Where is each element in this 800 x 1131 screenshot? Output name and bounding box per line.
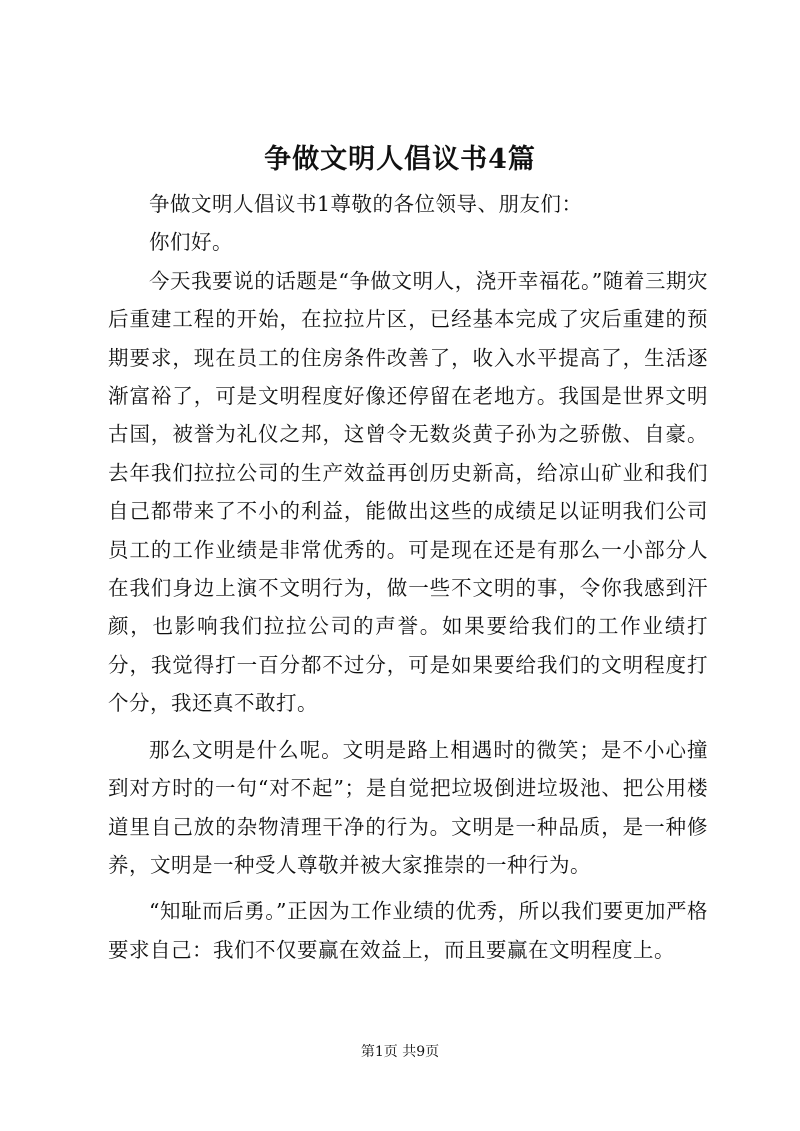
paragraph-greeting: 你们好。 [149,230,233,255]
document-body [108,185,708,969]
paragraph-what-is-civility: 那么文明是什么呢。文明是路上相遇时的微笑；是不小心撞到对方时的一句“对不起”；是自觉把垃圾倒进垃圾池、把公用楼道里自己放的杂物清理干净的行为。文明是一种品质，是一种修养，文明是一种受人尊敬并被大家推崇的一种行为。 [108,737,708,877]
document-title: 争做文明人倡议书4篇 [264,144,536,175]
paragraph-topic: 今天我要说的话题是“争做文明人，浇开幸福花。”随着三期灾后重建工程的开始，在拉拉片区，已经基本完成了灾后重建的预期要求，现在员工的住房条件改善了，收入水平提高了，生活逐渐富裕了，可是文明程度好像还停留在老地方。我国是世界文明古国，被誉为礼仪之邦，这曾令无数炎黄子孙为之骄傲、自豪。去年我们拉拉公司的生产效益再创历史新高，给凉山矿业和我们自己都带来了不小的利益，能做出这些的成绩足以证明我们公司员工的工作业绩是非常优秀的。可是现在还是有那么一小部分人在我们身边上演不文明行为，做一些不文明的事，令你我感到汗颜，也影响我们拉拉公司的声誉。如果要给我们的工作业绩打分，我觉得打一百分都不过分，可是如果要给我们的文明程度打个分，我还真不敢打。 [108,268,708,716]
paragraph-shame-and-courage: “知耻而后勇。”正因为工作业绩的优秀，所以我们要更加严格要求自己：我们不仅要赢在效益上，而且要赢在文明程度上。 [108,899,708,962]
paragraph-salutation: 争做文明人倡议书1尊敬的各位领导、朋友们： [149,192,583,216]
page-number-footer: 第1页 共9页 [360,1044,440,1060]
